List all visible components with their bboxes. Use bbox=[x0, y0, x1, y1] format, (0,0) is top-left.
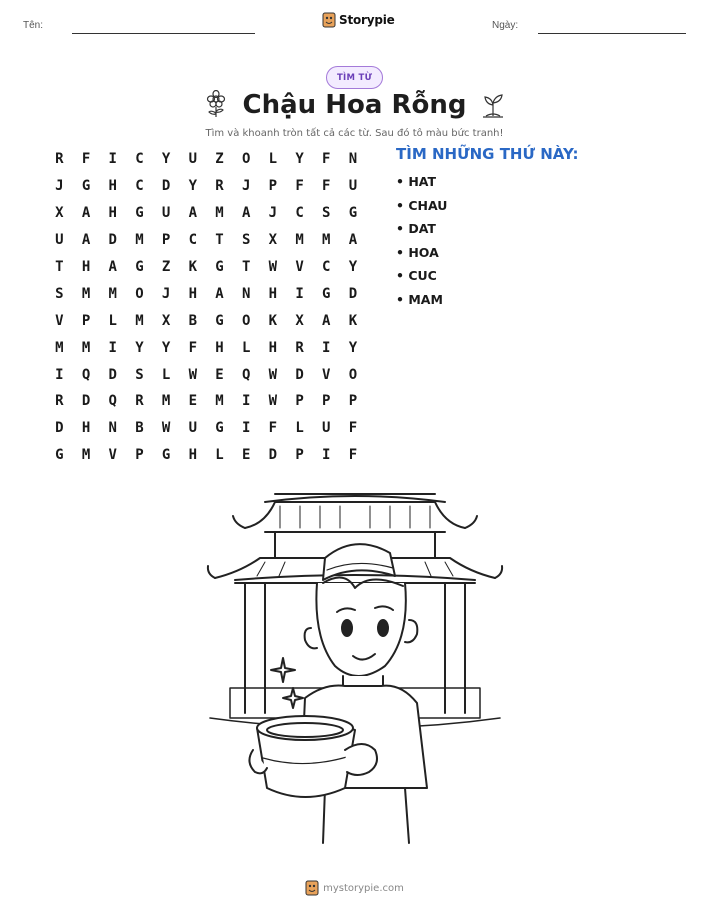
grid-letter[interactable]: R bbox=[55, 393, 64, 410]
grid-letter[interactable]: F bbox=[348, 420, 358, 437]
grid-letter[interactable]: X bbox=[55, 205, 64, 222]
grid-letter[interactable]: X bbox=[268, 232, 278, 249]
grid-letter[interactable]: R bbox=[55, 151, 64, 168]
grid-letter[interactable]: V bbox=[108, 447, 117, 464]
grid-letter[interactable]: M bbox=[135, 232, 144, 249]
grid-letter[interactable]: Y bbox=[348, 339, 358, 356]
grid-letter[interactable]: F bbox=[322, 178, 331, 195]
grid-letter[interactable]: P bbox=[322, 393, 331, 410]
grid-letter[interactable]: L bbox=[161, 366, 171, 383]
grid-letter[interactable]: Q bbox=[81, 366, 91, 383]
grid-letter[interactable]: D bbox=[81, 393, 91, 410]
name-label: Tên: bbox=[23, 20, 44, 31]
grid-letter[interactable]: D bbox=[108, 232, 117, 249]
grid-letter[interactable]: N bbox=[241, 285, 251, 302]
instructions: Tìm và khoanh tròn tất cả các từ. Sau đó tô màu bức tranh! bbox=[205, 128, 504, 139]
grid-letter[interactable]: H bbox=[188, 285, 197, 302]
grid-letter[interactable]: J bbox=[55, 178, 64, 195]
grid-letter[interactable]: V bbox=[55, 312, 64, 329]
grid-letter[interactable]: H bbox=[81, 420, 91, 437]
grid-letter[interactable]: S bbox=[135, 366, 144, 383]
grid-row bbox=[46, 254, 366, 281]
grid-letter[interactable]: J bbox=[161, 285, 171, 302]
grid-letter[interactable]: M bbox=[81, 285, 91, 302]
grid-letter[interactable]: Q bbox=[108, 393, 117, 410]
grid-row bbox=[46, 361, 366, 388]
grid-letter[interactable]: Y bbox=[348, 259, 358, 275]
grid-row bbox=[46, 442, 366, 469]
grid-letter[interactable]: D bbox=[161, 178, 171, 195]
grid-letter[interactable]: H bbox=[268, 339, 278, 356]
name-field-line[interactable] bbox=[72, 33, 255, 34]
grid-letter[interactable]: M bbox=[108, 285, 117, 302]
flower-icon bbox=[203, 90, 229, 120]
grid-letter[interactable]: V bbox=[295, 259, 304, 275]
grid-letter[interactable]: J bbox=[268, 205, 278, 222]
grid-letter[interactable]: I bbox=[322, 339, 331, 356]
grid-letter[interactable]: Y bbox=[161, 339, 171, 356]
grid-letter[interactable]: P bbox=[295, 393, 304, 410]
grid-letter[interactable]: I bbox=[108, 339, 117, 356]
grid-letter[interactable]: M bbox=[81, 447, 91, 464]
grid-letter[interactable]: G bbox=[135, 205, 144, 222]
grid-letter[interactable]: M bbox=[295, 232, 304, 249]
grid-letter[interactable]: K bbox=[268, 312, 278, 329]
grid-letter[interactable]: C bbox=[135, 178, 144, 195]
grid-row bbox=[46, 146, 366, 173]
grid-letter[interactable]: I bbox=[241, 420, 251, 437]
grid-letter[interactable]: B bbox=[188, 312, 197, 329]
grid-row bbox=[46, 307, 366, 334]
grid-letter[interactable]: H bbox=[268, 285, 278, 302]
grid-letter[interactable]: Z bbox=[215, 151, 224, 168]
grid-letter[interactable]: A bbox=[81, 205, 91, 222]
grid-letter[interactable]: I bbox=[295, 285, 304, 302]
brand-name: Storypie bbox=[339, 13, 395, 27]
grid-letter[interactable]: M bbox=[215, 393, 224, 410]
grid-row bbox=[46, 173, 366, 200]
storypie-logo-icon bbox=[305, 880, 319, 896]
grid-letter[interactable]: P bbox=[135, 447, 144, 464]
grid-letter[interactable]: W bbox=[268, 259, 278, 275]
grid-letter[interactable]: H bbox=[108, 205, 117, 222]
grid-letter[interactable]: P bbox=[81, 312, 91, 329]
grid-letter[interactable]: U bbox=[188, 151, 197, 168]
grid-letter[interactable]: J bbox=[241, 178, 251, 195]
word-search-grid[interactable] bbox=[46, 146, 366, 469]
grid-letter[interactable]: G bbox=[215, 312, 224, 329]
grid-letter[interactable]: U bbox=[161, 205, 171, 222]
grid-letter[interactable]: A bbox=[81, 232, 91, 249]
grid-row bbox=[46, 334, 366, 361]
word-list-item: • CHAU bbox=[396, 197, 448, 213]
grid-letter[interactable]: L bbox=[215, 447, 224, 464]
grid-letter[interactable]: F bbox=[295, 178, 304, 195]
grid-letter[interactable]: G bbox=[55, 447, 64, 464]
grid-letter[interactable]: S bbox=[322, 205, 331, 222]
grid-letter[interactable]: G bbox=[348, 205, 358, 222]
page-title: Chậu Hoa Rỗng bbox=[242, 90, 467, 120]
date-field-line[interactable] bbox=[538, 33, 686, 34]
word-list-item: • DAT bbox=[396, 221, 436, 237]
grid-letter[interactable]: M bbox=[135, 312, 144, 329]
footer-url[interactable]: mystorypie.com bbox=[323, 882, 404, 894]
grid-letter[interactable]: Y bbox=[188, 178, 197, 195]
grid-letter[interactable]: L bbox=[108, 312, 117, 329]
grid-letter[interactable]: O bbox=[241, 151, 251, 168]
grid-letter[interactable]: I bbox=[322, 447, 331, 464]
brand-logo bbox=[322, 12, 395, 28]
grid-letter[interactable]: Z bbox=[161, 259, 171, 275]
grid-letter[interactable]: D bbox=[108, 366, 117, 383]
grid-letter[interactable]: D bbox=[55, 420, 64, 437]
grid-letter[interactable]: W bbox=[188, 366, 197, 383]
grid-letter[interactable]: A bbox=[348, 232, 358, 249]
grid-letter[interactable]: F bbox=[348, 447, 358, 464]
grid-letter[interactable]: H bbox=[215, 339, 224, 356]
date-label: Ngày: bbox=[492, 20, 519, 31]
grid-letter[interactable]: G bbox=[161, 447, 171, 464]
grid-row bbox=[46, 200, 366, 227]
grid-letter[interactable]: L bbox=[295, 420, 304, 437]
grid-letter[interactable]: S bbox=[55, 285, 64, 302]
grid-letter[interactable]: V bbox=[322, 366, 331, 383]
title-row bbox=[0, 90, 709, 120]
grid-letter[interactable]: R bbox=[215, 178, 224, 195]
grid-letter[interactable]: A bbox=[241, 205, 251, 222]
grid-letter[interactable]: P bbox=[348, 393, 358, 410]
grid-letter[interactable]: T bbox=[215, 232, 224, 249]
grid-letter[interactable]: A bbox=[188, 205, 197, 222]
grid-letter[interactable]: I bbox=[241, 393, 251, 410]
grid-letter[interactable]: C bbox=[135, 151, 144, 168]
grid-letter[interactable]: F bbox=[322, 151, 331, 168]
grid-letter[interactable]: C bbox=[322, 259, 331, 275]
grid-letter[interactable]: W bbox=[268, 366, 278, 383]
grid-letter[interactable]: E bbox=[241, 447, 251, 464]
grid-letter[interactable]: U bbox=[188, 420, 197, 437]
grid-letter[interactable]: W bbox=[268, 393, 278, 410]
grid-letter[interactable]: C bbox=[295, 205, 304, 222]
grid-letter[interactable]: G bbox=[135, 259, 144, 275]
grid-letter[interactable]: H bbox=[188, 447, 197, 464]
grid-letter[interactable]: B bbox=[135, 420, 144, 437]
word-list-item: • HOA bbox=[396, 244, 439, 260]
grid-letter[interactable]: X bbox=[295, 312, 304, 329]
grid-letter[interactable]: U bbox=[55, 232, 64, 249]
word-list-title: TÌM NHỮNG THỨ NÀY: bbox=[396, 145, 579, 163]
word-list-item: • MAM bbox=[396, 291, 443, 307]
sprout-icon bbox=[480, 90, 506, 120]
grid-letter[interactable]: A bbox=[322, 312, 331, 329]
grid-letter[interactable]: R bbox=[135, 393, 144, 410]
grid-letter[interactable]: A bbox=[215, 285, 224, 302]
grid-row bbox=[46, 415, 366, 442]
grid-letter[interactable]: N bbox=[108, 420, 117, 437]
category-badge: TÌM TỪ bbox=[326, 66, 383, 89]
grid-letter[interactable]: G bbox=[322, 285, 331, 302]
grid-letter[interactable]: G bbox=[215, 259, 224, 275]
grid-letter[interactable]: P bbox=[268, 178, 278, 195]
grid-letter[interactable]: M bbox=[215, 205, 224, 222]
grid-letter[interactable]: K bbox=[188, 259, 197, 275]
grid-letter[interactable]: D bbox=[348, 285, 358, 302]
grid-letter[interactable]: P bbox=[161, 232, 171, 249]
grid-letter[interactable]: O bbox=[241, 312, 251, 329]
grid-letter[interactable]: G bbox=[81, 178, 91, 195]
grid-letter[interactable]: D bbox=[295, 366, 304, 383]
grid-letter[interactable]: I bbox=[108, 151, 117, 168]
grid-letter[interactable]: M bbox=[161, 393, 171, 410]
boy-holding-empty-pot-illustration bbox=[205, 488, 505, 848]
grid-letter[interactable]: E bbox=[215, 366, 224, 383]
grid-letter[interactable]: L bbox=[268, 151, 278, 168]
grid-letter[interactable]: G bbox=[215, 420, 224, 437]
grid-letter[interactable]: L bbox=[241, 339, 251, 356]
grid-letter[interactable]: Y bbox=[161, 151, 171, 168]
grid-letter[interactable]: D bbox=[268, 447, 278, 464]
grid-letter[interactable]: S bbox=[241, 232, 251, 249]
grid-letter[interactable]: H bbox=[108, 178, 117, 195]
grid-row bbox=[46, 227, 366, 254]
grid-letter[interactable]: N bbox=[348, 151, 358, 168]
grid-letter[interactable]: F bbox=[268, 420, 278, 437]
grid-letter[interactable]: Y bbox=[295, 151, 304, 168]
grid-letter[interactable]: F bbox=[81, 151, 91, 168]
grid-letter[interactable]: F bbox=[188, 339, 197, 356]
grid-letter[interactable]: O bbox=[135, 285, 144, 302]
grid-letter[interactable]: U bbox=[348, 178, 358, 195]
grid-letter[interactable]: I bbox=[55, 366, 64, 383]
grid-letter[interactable]: E bbox=[188, 393, 197, 410]
grid-letter[interactable]: T bbox=[55, 259, 64, 275]
grid-letter[interactable]: T bbox=[241, 259, 251, 275]
grid-row bbox=[46, 280, 366, 307]
storypie-logo-icon bbox=[322, 12, 336, 28]
grid-letter[interactable]: K bbox=[348, 312, 358, 329]
grid-letter[interactable]: X bbox=[161, 312, 171, 329]
grid-letter[interactable]: Y bbox=[135, 339, 144, 356]
grid-letter[interactable]: H bbox=[81, 259, 91, 275]
footer bbox=[0, 880, 709, 896]
grid-letter[interactable]: R bbox=[295, 339, 304, 356]
grid-letter[interactable]: M bbox=[322, 232, 331, 249]
grid-letter[interactable]: M bbox=[55, 339, 64, 356]
grid-letter[interactable]: U bbox=[322, 420, 331, 437]
grid-letter[interactable]: A bbox=[108, 259, 117, 275]
grid-letter[interactable]: M bbox=[81, 339, 91, 356]
grid-letter[interactable]: P bbox=[295, 447, 304, 464]
grid-letter[interactable]: C bbox=[188, 232, 197, 249]
word-list-item: • CUC bbox=[396, 268, 437, 284]
grid-row bbox=[46, 388, 366, 415]
grid-letter[interactable]: W bbox=[161, 420, 171, 437]
word-list-item: • HAT bbox=[396, 174, 437, 190]
grid-letter[interactable]: Q bbox=[241, 366, 251, 383]
grid-letter[interactable]: O bbox=[348, 366, 358, 383]
word-list bbox=[396, 170, 447, 311]
